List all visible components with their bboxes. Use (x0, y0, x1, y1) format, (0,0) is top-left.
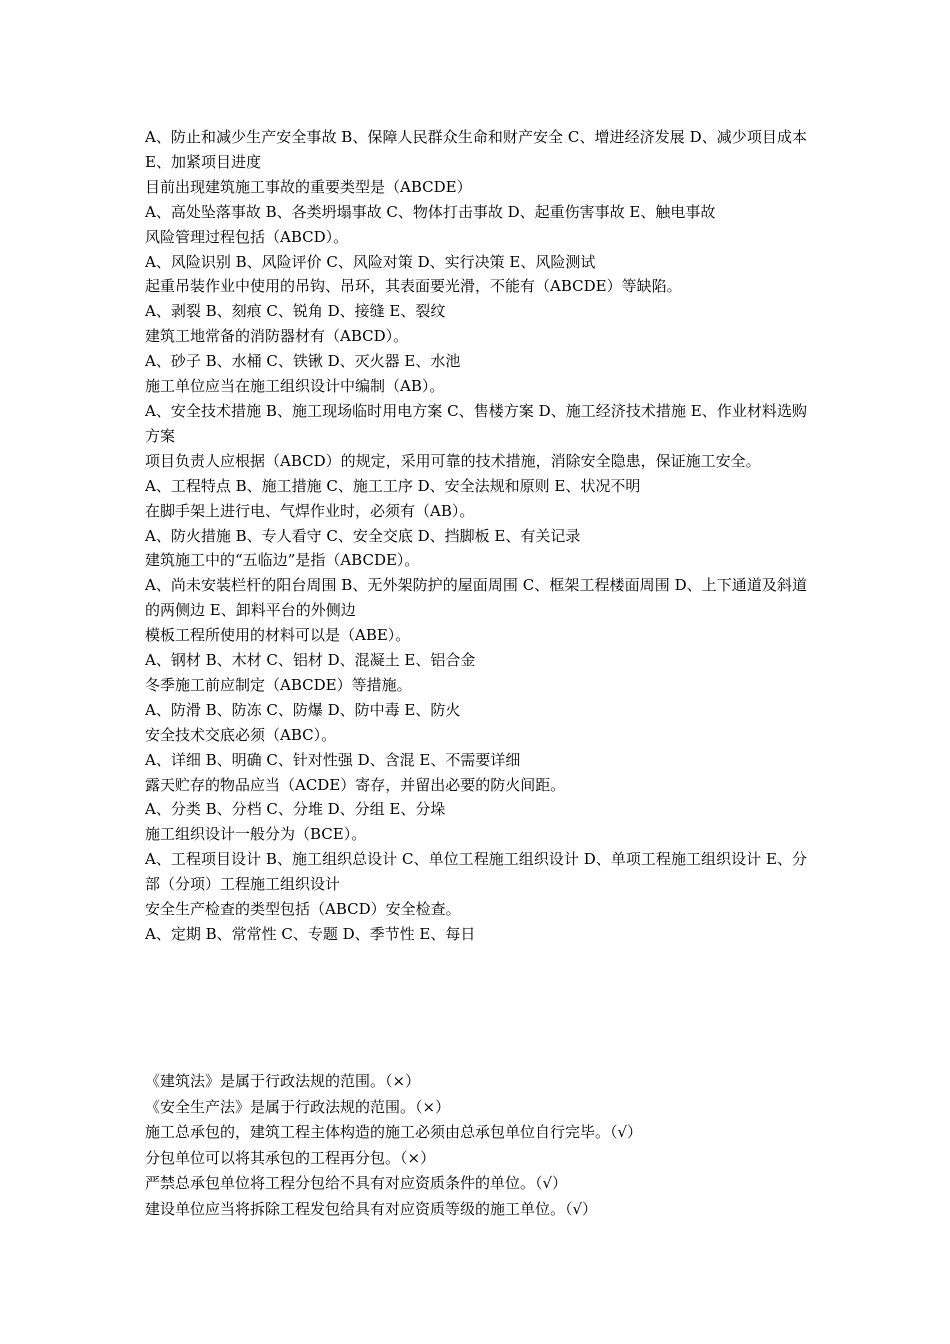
question-line: 施工组织设计一般分为（BCE）。 (145, 825, 367, 844)
options-line: A、分类 B、分档 C、分堆 D、分组 E、分垛 (145, 800, 446, 819)
options-line: A、钢材 B、木材 C、铝材 D、混凝土 E、铝合金 (145, 651, 476, 670)
question-line: 在脚手架上进行电、气焊作业时，必须有（AB）。 (145, 501, 475, 520)
question-line: 建筑工地常备的消防器材有（ABCD）。 (145, 327, 409, 346)
judgment-line: 分包单位可以将其承包的工程再分包。（×） (145, 1148, 436, 1167)
options-line: A、定期 B、常常性 C、专题 D、季节性 E、每日 (145, 925, 476, 943)
options-line: A、剥裂 B、刻痕 C、锐角 D、接缝 E、裂纹 (145, 302, 446, 321)
question-line: 露天贮存的物品应当（ACDE）寄存，并留出必要的防火间距。 (145, 775, 566, 794)
judgment-line: 《建筑法》是属于行政法规的范围。（×） (145, 1072, 421, 1090)
question-line: 冬季施工前应制定（ABCDE）等措施。 (145, 675, 412, 694)
true-false-section (145, 1069, 807, 1222)
question-line: 建筑施工中的“五临边”是指（ABCDE）。 (145, 551, 420, 570)
question-line: 安全生产检查的类型包括（ABCD）安全检查。 (145, 900, 461, 919)
judgment-line: 严禁总承包单位将工程分包给不具有对应资质条件的单位。（√） (145, 1174, 568, 1192)
options-line: A、尚未安装栏杆的阳台周围 B、无外架防护的屋面周围 C、框架工程楼面周围 D、上下通道及斜道的两侧边 E、卸料平台的外侧边 (145, 576, 807, 620)
options-line: A、高处坠落事故 B、各类坍塌事故 C、物体打击事故 D、起重伤害事故 E、触电事故 (145, 202, 716, 221)
options-line: A、防滑 B、防冻 C、防爆 D、防中毒 E、防火 (145, 700, 461, 719)
question-line: 施工单位应当在施工组织设计中编制（AB）。 (145, 377, 445, 396)
options-line: A、防火措施 B、专人看守 C、安全交底 D、挡脚板 E、有关记录 (145, 526, 581, 545)
question-line: 安全技术交底必须（ABC）。 (145, 725, 337, 744)
question-line: 风险管理过程包括（ABCD）。 (145, 227, 349, 246)
options-line: A、工程项目设计 B、施工组织总设计 C、单位工程施工组织设计 D、单项工程施工组织设计 E、分部（分项）工程施工组织设计 (145, 850, 807, 894)
multiple-choice-section (145, 125, 807, 947)
options-line: A、详细 B、明确 C、针对性强 D、含混 E、不需要详细 (145, 750, 521, 769)
options-line: A、工程特点 B、施工措施 C、施工工序 D、安全法规和原则 E、状况不明 (145, 476, 641, 495)
question-line: 起重吊装作业中使用的吊钩、吊环，其表面要光滑，不能有（ABCDE）等缺陷。 (145, 277, 682, 296)
judgment-line: 建设单位应当将拆除工程发包给具有对应资质等级的施工单位。（√） (145, 1199, 598, 1218)
options-line: A、砂子 B、水桶 C、铁锹 D、灭火器 E、水池 (145, 352, 461, 371)
options-line: A、风险识别 B、风险评价 C、风险对策 D、实行决策 E、风险测试 (145, 252, 596, 271)
question-line: 模板工程所使用的材料可以是（ABE）。 (145, 626, 411, 645)
question-line: 目前出现建筑施工事故的重要类型是（ABCDE） (145, 177, 472, 196)
options-line: A、安全技术措施 B、施工现场临时用电方案 C、售楼方案 D、施工经济技术措施 E、作业材料选购方案 (145, 401, 807, 445)
judgment-line: 施工总承包的，建筑工程主体构造的施工必须由总承包单位自行完毕。（√） (145, 1123, 643, 1141)
question-line: 项目负责人应根据（ABCD）的规定，采用可靠的技术措施，消除安全隐患，保证施工安全。 (145, 451, 761, 470)
judgment-line: 《安全生产法》是属于行政法规的范围。（×） (145, 1097, 451, 1116)
text-line: A、防止和减少生产安全事故 B、保障人民群众生命和财产安全 C、增进经济发展 D、减少项目成本 E、加紧项目进度 (145, 128, 807, 171)
